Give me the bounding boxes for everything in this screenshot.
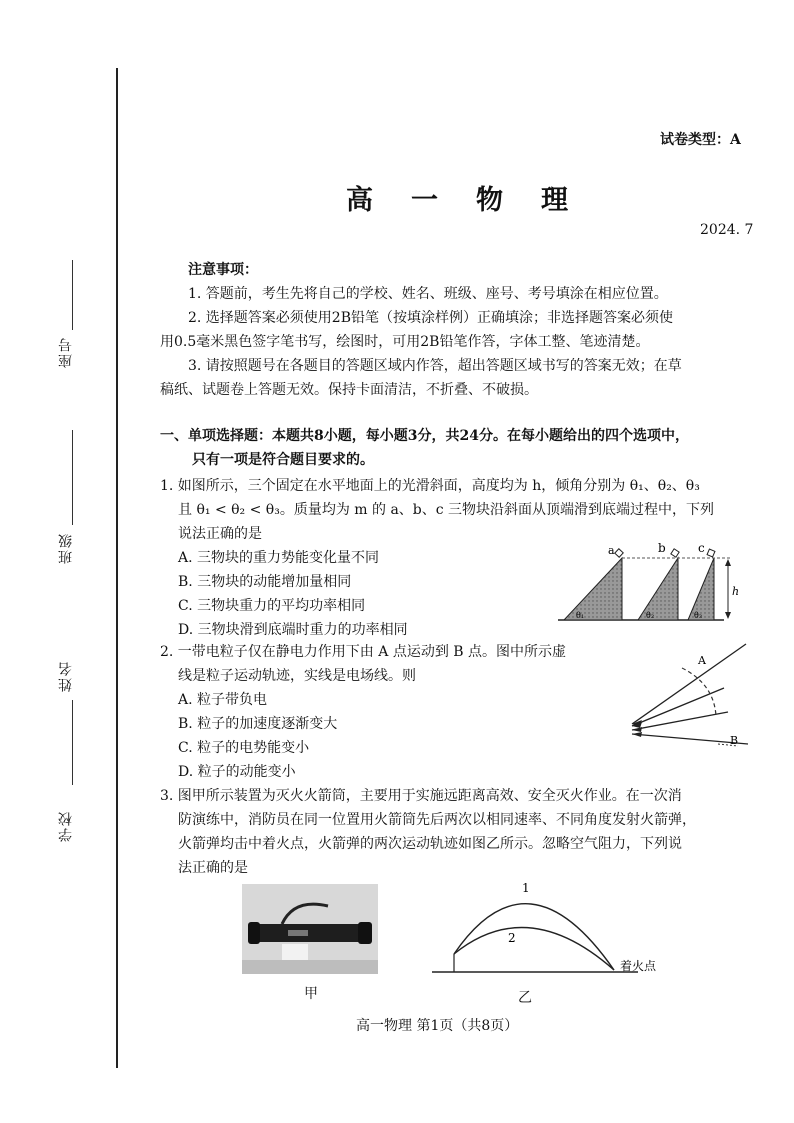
notice-item-3-line-2: 稿纸、试题卷上答题无效。保持卡面清洁，不折叠、不破损。 (160, 382, 538, 398)
block-a (615, 549, 623, 557)
seat-blank (72, 260, 73, 330)
label-a: a (608, 544, 615, 557)
label-b: b (658, 541, 666, 555)
binding-line (116, 68, 118, 1068)
height-arrow-bottom (725, 612, 731, 619)
notice-item-3-line-1: 3. 请按照题号在各题目的答题区域内作答，超出答题区域书写的答案无效；在草 (188, 358, 682, 374)
q1-stem-line-1: 1. 如图所示，三个固定在水平地面上的光滑斜面，高度均为 h，倾角分别为 θ₁、θ₂、θ₃ (160, 478, 700, 494)
label-theta-2: θ₂ (646, 611, 655, 620)
q2-stem-line-1: 2. 一带电粒子仅在静电力作用下由 A 点运动到 B 点。图中所示虚 (160, 644, 567, 660)
notice-item-1: 1. 答题前，考生先将自己的学校、姓名、班级、座号、考号填涂在相应位置。 (188, 286, 668, 302)
seat-label: 座号 (58, 336, 74, 368)
arrowhead-4 (632, 732, 642, 737)
q2-stem-line-2: 线是粒子运动轨迹，实线是电场线。则 (178, 668, 416, 684)
launcher-front-cap (358, 922, 372, 944)
point-a-label: A (698, 654, 706, 667)
class-blank (72, 430, 73, 525)
launcher-stand (282, 944, 308, 960)
height-arrow-top (725, 559, 731, 566)
q1-option-a: A. 三物块的重力势能变化量不同 (178, 550, 380, 566)
q2-option-d: D. 粒子的动能变小 (178, 764, 296, 780)
class-label: 班级 (58, 532, 74, 564)
incline-1 (564, 558, 622, 620)
section-1-heading-line-2: 只有一项是符合题目要求的。 (192, 452, 374, 468)
fig-yi-label: 乙 (518, 990, 532, 1006)
q1-option-b: B. 三物块的动能增加量相同 (178, 574, 352, 590)
q3-trajectory-figure (428, 874, 678, 984)
label-theta-1: θ₁ (576, 611, 585, 620)
particle-trajectory (682, 668, 716, 716)
trajectory-1-label: 1 (522, 881, 530, 895)
q1-inclines-figure (556, 540, 756, 640)
label-h: h (732, 585, 740, 598)
trajectory-2-label: 2 (508, 931, 516, 945)
name-label: 姓名 (58, 660, 74, 692)
q3-stem-line-4: 法正确的是 (178, 860, 248, 876)
q1-stem-line-3: 说法正确的是 (178, 526, 262, 542)
trajectory-2 (454, 928, 614, 970)
section-1-heading-line-1: 一、单项选择题：本题共8小题，每小题3分，共24分。在每小题给出的四个选项中， (160, 428, 689, 444)
q3-stem-line-2: 防演练中，消防员在同一位置用火箭筒先后两次以相同速率、不同角度发射火箭弹， (178, 812, 696, 828)
q2-field-figure (620, 640, 780, 760)
q1-option-c: C. 三物块重力的平均功率相同 (178, 598, 366, 614)
block-b (671, 549, 679, 557)
trajectory-1 (454, 904, 614, 970)
fig-jia-label: 甲 (304, 986, 318, 1002)
q3-stem-line-1: 3. 图甲所示装置为灭火火箭筒，主要用于实施远距离高效、安全灭火作业。在一次消 (160, 788, 682, 804)
notice-item-2-line-1: 2. 选择题答案必须使用2B铅笔（按填涂样例）正确填涂；非选择题答案必须使 (188, 310, 674, 326)
notice-item-2-line-2: 用0.5毫米黑色签字笔书写，绘图时，可用2B铅笔作答，字体工整、笔迹清楚。 (160, 334, 650, 350)
field-line-1 (632, 644, 746, 724)
q2-option-b: B. 粒子的加速度逐渐变大 (178, 716, 338, 732)
notice-heading: 注意事项： (188, 262, 258, 278)
incline-2 (638, 558, 678, 620)
label-c: c (698, 541, 705, 555)
name-blank (72, 700, 73, 785)
q3-launcher-photo (242, 884, 378, 974)
page-footer: 高一物理 第1页（共8页） (356, 1018, 519, 1034)
fire-point-label: 着火点 (620, 959, 657, 973)
school-label: 学校 (58, 810, 74, 842)
photo-floor (242, 960, 378, 974)
exam-date: 2024. 7 (700, 222, 754, 238)
paper-type: 试卷类型：A (660, 132, 741, 148)
q2-option-a: A. 粒子带负电 (178, 692, 268, 708)
q1-option-d: D. 三物块滑到底端时重力的功率相同 (178, 622, 408, 638)
page-title: 高一物理 (346, 185, 606, 216)
q3-stem-line-3: 火箭弹均击中着火点，火箭弹的两次运动轨迹如图乙所示。忽略空气阻力，下列说 (178, 836, 682, 852)
launcher-label (288, 930, 308, 936)
launcher-tube (252, 924, 368, 942)
block-c (707, 549, 715, 557)
point-b-label: B (730, 734, 739, 747)
launcher-rear-cap (248, 922, 260, 944)
label-theta-3: θ₃ (694, 611, 703, 620)
q1-stem-line-2: 且 θ₁ < θ₂ < θ₃。质量均为 m 的 a、b、c 三物块沿斜面从顶端滑到底端过程中，下列 (178, 502, 715, 518)
field-line-3 (632, 712, 728, 730)
q2-option-c: C. 粒子的电势能变小 (178, 740, 310, 756)
